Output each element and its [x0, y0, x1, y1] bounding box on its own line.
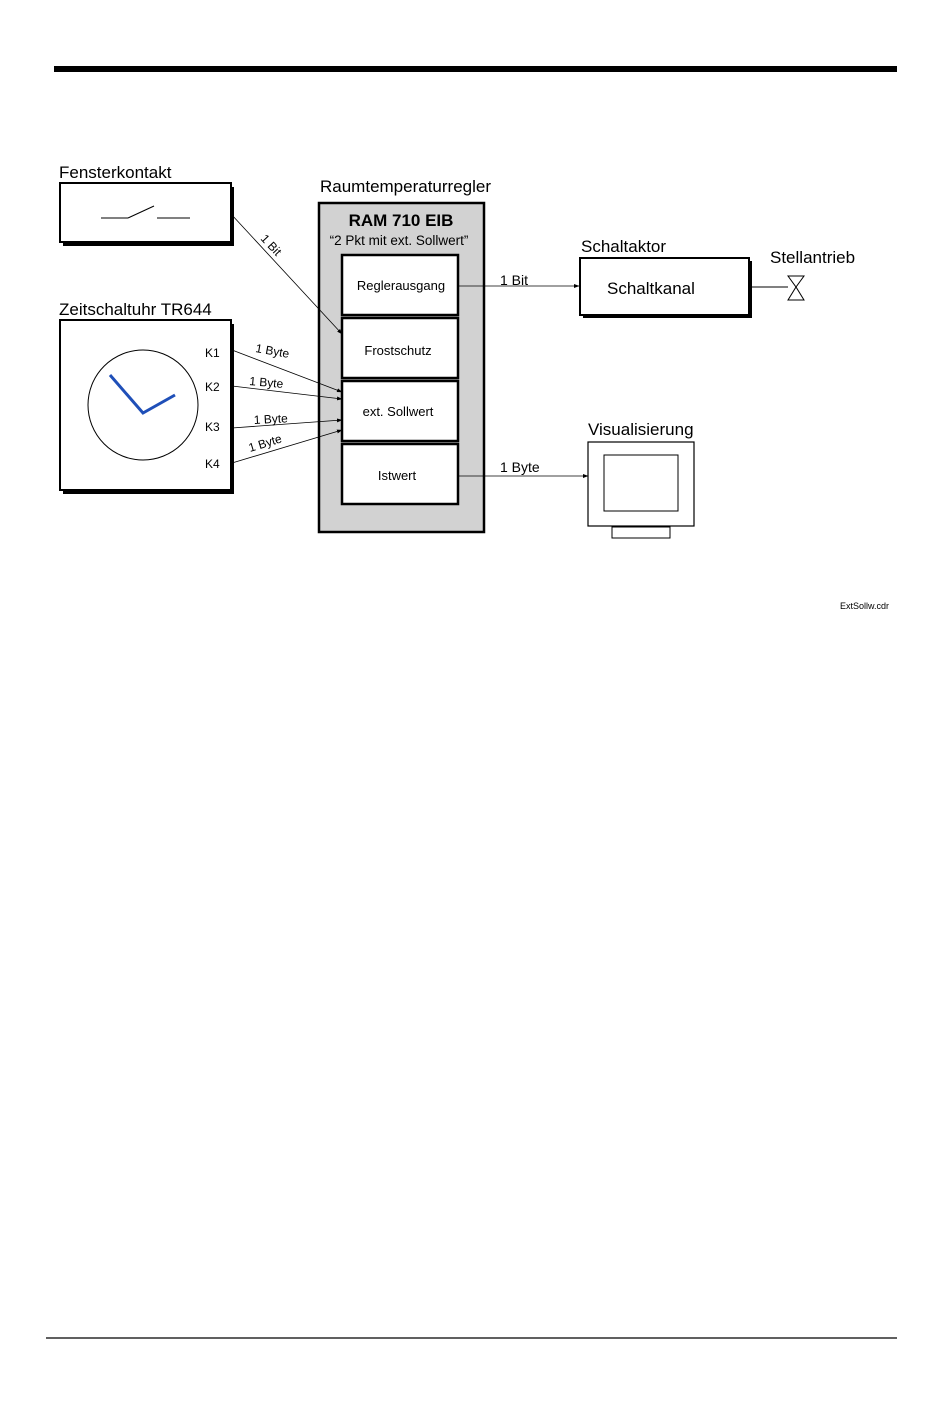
- block-istwert: [342, 444, 458, 504]
- fensterkontakt-title: Fensterkontakt: [59, 163, 172, 182]
- label-window-link: 1 Bit: [257, 231, 285, 259]
- filename-label: ExtSollw.cdr: [840, 601, 890, 611]
- schaltkanal-label: Schaltkanal: [607, 279, 695, 298]
- clock-icon: [88, 350, 198, 460]
- valve-icon: [788, 276, 804, 300]
- zeitschaltuhr-title: Zeitschaltuhr TR644: [59, 300, 212, 319]
- channel-k2-label: K2: [205, 380, 220, 394]
- stellantrieb-title: Stellantrieb: [770, 248, 856, 267]
- regler-title: Raumtemperaturregler: [320, 177, 492, 196]
- top-rule: [54, 66, 897, 72]
- regler-mode: “2 Pkt mit ext. Sollwert”: [329, 233, 469, 248]
- zeitschaltuhr-device: [59, 300, 234, 494]
- monitor-icon: [588, 442, 694, 538]
- stellantrieb-device: [752, 248, 855, 300]
- label-k2-link: 1 Byte: [248, 374, 284, 391]
- block-istwert-label: Istwert: [377, 468, 417, 483]
- label-k4-link: 1 Byte: [246, 431, 284, 455]
- fensterkontakt-device: [59, 163, 234, 246]
- label-k3-link: 1 Byte: [253, 411, 289, 427]
- block-ext-sollwert-label: ext. Sollwert: [362, 404, 434, 419]
- block-reglerausgang-label: Reglerausgang: [356, 278, 446, 293]
- fensterkontakt-box: [60, 183, 231, 242]
- visualisierung-title: Visualisierung: [588, 420, 694, 439]
- label-output-link: 1 Bit: [500, 272, 529, 288]
- visualisierung-device: [588, 420, 694, 538]
- regler-model: RAM 710 EIB: [348, 211, 454, 230]
- label-istwert-link: 1 Byte: [500, 459, 540, 475]
- schaltaktor-device: [580, 237, 752, 318]
- channel-k4-label: K4: [205, 457, 220, 471]
- block-ext-sollwert: [342, 381, 458, 441]
- schaltaktor-title: Schaltaktor: [581, 237, 667, 256]
- block-frostschutz: [342, 318, 458, 378]
- block-reglerausgang: [342, 255, 458, 315]
- label-k1-link: 1 Byte: [254, 341, 291, 361]
- raumtemperaturregler-device: [319, 177, 491, 532]
- channel-k1-label: K1: [205, 346, 220, 360]
- block-frostschutz-label: Frostschutz: [364, 343, 432, 358]
- channel-k3-label: K3: [205, 420, 220, 434]
